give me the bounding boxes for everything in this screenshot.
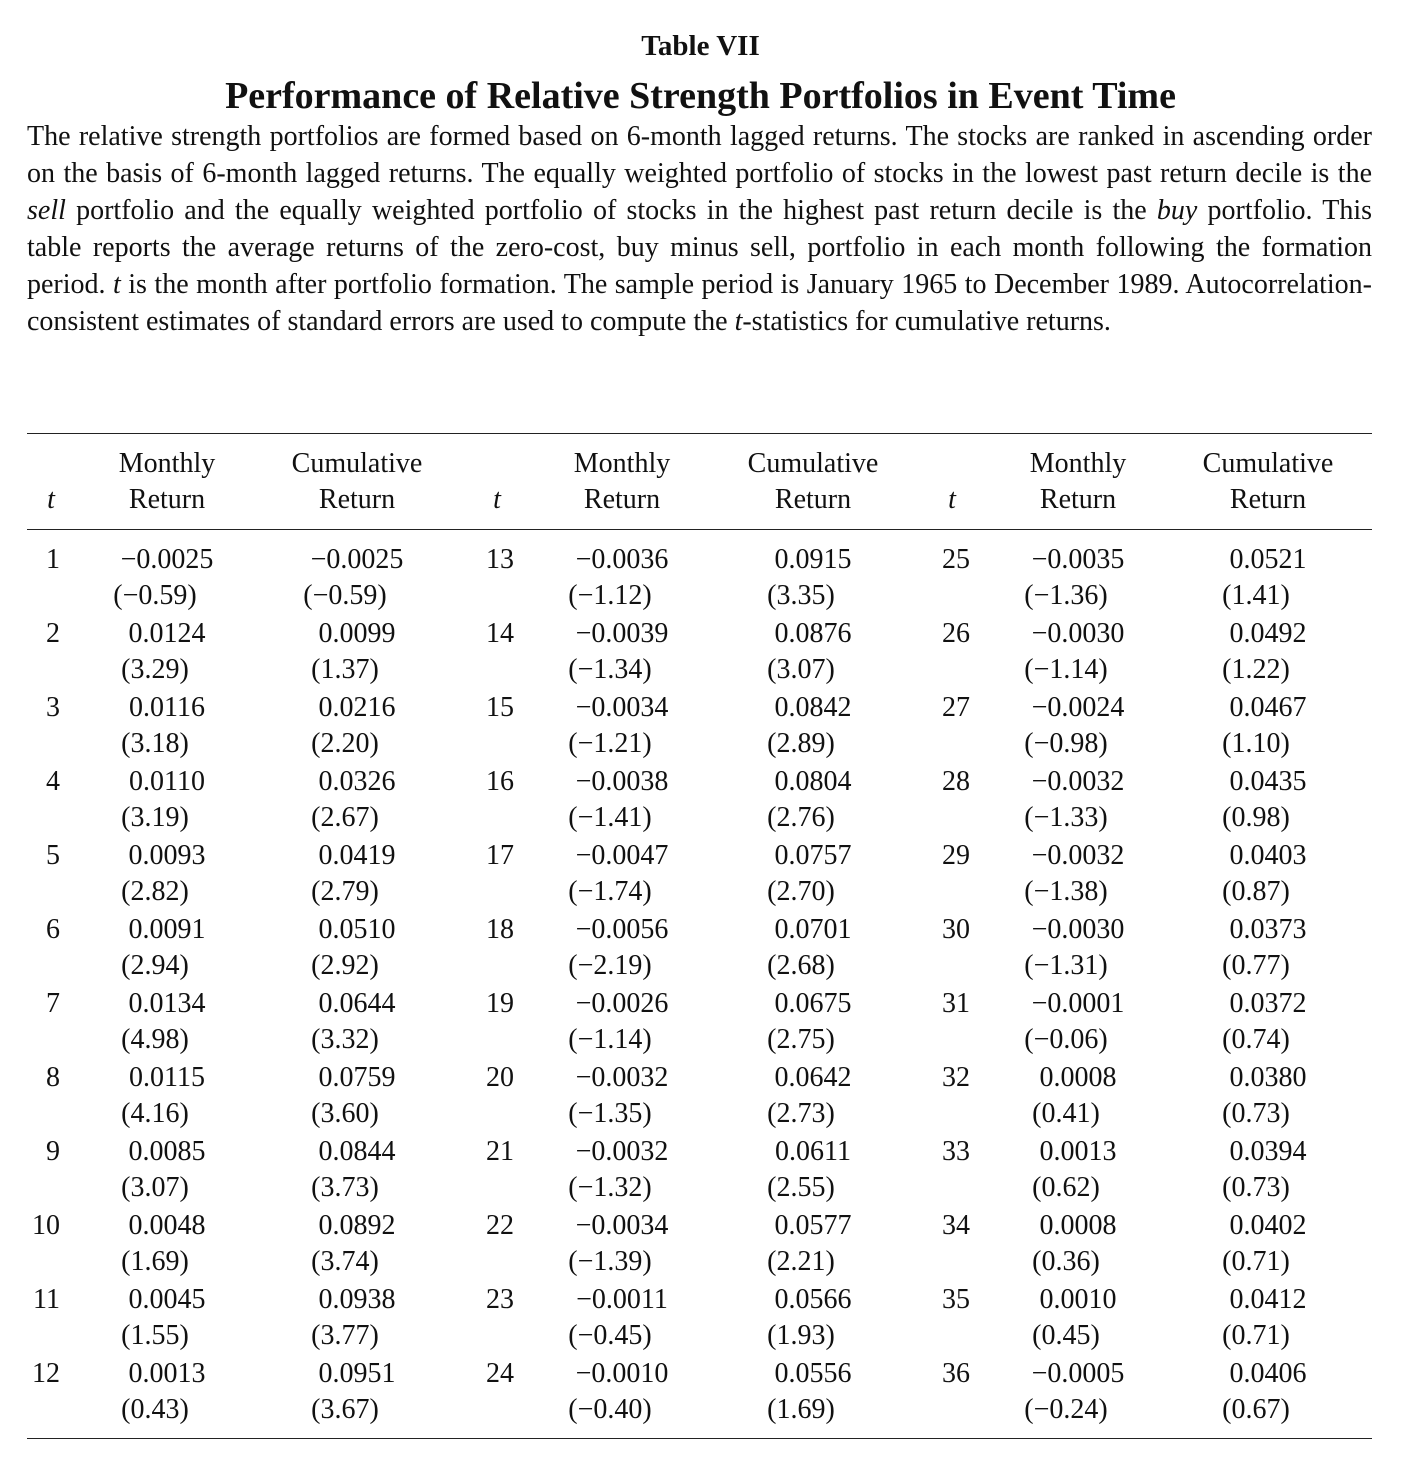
cumulative-return-tstat: (0.73) <box>1222 1098 1290 1129</box>
monthly-return-value: 0.0093 <box>128 840 206 871</box>
caption-sell: sell <box>27 195 66 226</box>
row-t: 12 <box>32 1358 60 1389</box>
header-monthly-return: Monthly <box>118 448 216 479</box>
monthly-return-tstat: (−1.39) <box>568 1246 652 1277</box>
cumulative-return-tstat: (0.71) <box>1222 1246 1290 1277</box>
row-t: 17 <box>486 840 514 871</box>
monthly-return-value: −0.0024 <box>1031 692 1125 723</box>
caption-text: portfolio. This table reports the average returns of the zero-cost, buy minus sell, portfolio in each month following the formation period. <box>27 195 1372 300</box>
cumulative-return-tstat: (1.22) <box>1222 654 1290 685</box>
cumulative-return-value: 0.0938 <box>318 1284 396 1315</box>
monthly-return-tstat: (0.62) <box>1032 1172 1100 1203</box>
monthly-return-tstat: (−1.14) <box>1024 654 1108 685</box>
cumulative-return-value: 0.0510 <box>318 914 396 945</box>
row-t: 23 <box>486 1284 514 1315</box>
cumulative-return-tstat: (2.20) <box>311 728 379 759</box>
header-monthly-return: Return <box>1039 484 1117 515</box>
cumulative-return-value: 0.0556 <box>774 1358 852 1389</box>
table-caption <box>27 118 1372 340</box>
header-cumulative-return: Cumulative <box>747 448 879 479</box>
monthly-return-tstat: (−1.38) <box>1024 876 1108 907</box>
caption-t: t <box>113 269 121 300</box>
cumulative-return-tstat: (0.77) <box>1222 950 1290 981</box>
cumulative-return-tstat: (2.68) <box>767 950 835 981</box>
cumulative-return-value: 0.0842 <box>774 692 852 723</box>
monthly-return-tstat: (−0.98) <box>1024 728 1108 759</box>
row-t: 5 <box>46 840 60 871</box>
monthly-return-value: 0.0124 <box>128 618 206 649</box>
cumulative-return-tstat: (3.35) <box>767 580 835 611</box>
row-t: 2 <box>46 618 60 649</box>
monthly-return-value: −0.0032 <box>1031 766 1125 797</box>
row-t: 22 <box>486 1210 514 1241</box>
cumulative-return-tstat: (2.89) <box>767 728 835 759</box>
table-title: Performance of Relative Strength Portfolios in Event Time <box>225 75 1176 117</box>
monthly-return-value: −0.0034 <box>575 1210 669 1241</box>
row-t: 16 <box>486 766 514 797</box>
cumulative-return-tstat: (2.76) <box>767 802 835 833</box>
cumulative-return-value: 0.0644 <box>318 988 396 1019</box>
monthly-return-value: −0.0035 <box>1031 544 1125 575</box>
row-t: 1 <box>46 544 60 575</box>
row-t: 34 <box>942 1210 970 1241</box>
cumulative-return-value: 0.0419 <box>318 840 396 871</box>
monthly-return-value: −0.0030 <box>1031 914 1125 945</box>
monthly-return-value: 0.0116 <box>129 692 205 723</box>
monthly-return-value: 0.0008 <box>1039 1210 1117 1241</box>
cumulative-return-value: 0.0403 <box>1229 840 1307 871</box>
monthly-return-value: 0.0115 <box>129 1062 205 1093</box>
row-t: 6 <box>46 914 60 945</box>
row-t: 21 <box>486 1136 514 1167</box>
cumulative-return-tstat: (1.41) <box>1222 580 1290 611</box>
row-t: 18 <box>486 914 514 945</box>
cumulative-return-value: 0.0467 <box>1229 692 1307 723</box>
cumulative-return-tstat: (3.74) <box>311 1246 379 1277</box>
row-t: 25 <box>942 544 970 575</box>
row-t: 8 <box>46 1062 60 1093</box>
monthly-return-tstat: (−1.21) <box>568 728 652 759</box>
monthly-return-tstat: (−1.31) <box>1024 950 1108 981</box>
cumulative-return-value: 0.0492 <box>1229 618 1307 649</box>
monthly-return-tstat: (−0.59) <box>113 580 197 611</box>
monthly-return-tstat: (−1.35) <box>568 1098 652 1129</box>
cumulative-return-value: 0.0804 <box>774 766 852 797</box>
monthly-return-value: 0.0013 <box>128 1358 206 1389</box>
monthly-return-value: −0.0039 <box>575 618 669 649</box>
header-t: t <box>47 484 55 515</box>
row-t: 14 <box>486 618 514 649</box>
caption-text: portfolio and the equally weighted portfolio of stocks in the highest past return decile is the <box>65 195 1157 226</box>
monthly-return-value: −0.0010 <box>575 1358 669 1389</box>
caption-t: t <box>734 306 743 337</box>
table-top-rule <box>27 433 1372 434</box>
cumulative-return-value: 0.0876 <box>774 618 852 649</box>
cumulative-return-tstat: (1.10) <box>1222 728 1290 759</box>
caption-text: The relative strength portfolios are formed based on 6-month lagged returns. The stocks are ranked in ascending order on the basis of 6-month lagged returns. The equally weighted portfolio of stocks in the lowest past return decile is the <box>27 121 1372 189</box>
monthly-return-tstat: (3.29) <box>121 654 189 685</box>
cumulative-return-value: 0.0326 <box>318 766 396 797</box>
monthly-return-value: −0.0032 <box>575 1062 669 1093</box>
cumulative-return-tstat: (1.93) <box>767 1320 835 1351</box>
monthly-return-value: −0.0038 <box>575 766 669 797</box>
monthly-return-value: −0.0032 <box>575 1136 669 1167</box>
row-t: 9 <box>46 1136 60 1167</box>
monthly-return-value: −0.0001 <box>1031 988 1125 1019</box>
row-t: 27 <box>942 692 970 723</box>
cumulative-return-tstat: (0.74) <box>1222 1024 1290 1055</box>
monthly-return-tstat: (−1.33) <box>1024 802 1108 833</box>
header-monthly-return: Monthly <box>573 448 671 479</box>
header-t: t <box>948 484 956 515</box>
header-cumulative-return: Cumulative <box>291 448 423 479</box>
header-monthly-return: Return <box>583 484 661 515</box>
row-t: 10 <box>32 1210 60 1241</box>
monthly-return-tstat: (0.36) <box>1032 1246 1100 1277</box>
row-t: 35 <box>942 1284 970 1315</box>
cumulative-return-tstat: (−0.59) <box>303 580 387 611</box>
cumulative-return-tstat: (0.73) <box>1222 1172 1290 1203</box>
monthly-return-tstat: (3.18) <box>121 728 189 759</box>
cumulative-return-value: 0.0844 <box>318 1136 396 1167</box>
cumulative-return-tstat: (2.55) <box>767 1172 835 1203</box>
monthly-return-tstat: (−1.74) <box>568 876 652 907</box>
header-cumulative-return: Return <box>1229 484 1307 515</box>
monthly-return-value: −0.0036 <box>575 544 669 575</box>
row-t: 24 <box>486 1358 514 1389</box>
monthly-return-tstat: (−1.36) <box>1024 580 1108 611</box>
cumulative-return-tstat: (0.67) <box>1222 1394 1290 1425</box>
cumulative-return-value: 0.0372 <box>1229 988 1307 1019</box>
cumulative-return-tstat: (2.21) <box>767 1246 835 1277</box>
monthly-return-value: −0.0011 <box>576 1284 668 1315</box>
row-t: 31 <box>942 988 970 1019</box>
table-label: Table VII <box>641 30 760 62</box>
cumulative-return-value: 0.0435 <box>1229 766 1307 797</box>
row-t: 11 <box>33 1284 60 1315</box>
monthly-return-tstat: (4.98) <box>121 1024 189 1055</box>
monthly-return-tstat: (2.82) <box>121 876 189 907</box>
row-t: 7 <box>46 988 60 1019</box>
header-cumulative-return: Return <box>774 484 852 515</box>
row-t: 30 <box>942 914 970 945</box>
caption-text: is the month after portfolio formation. The sample period is January 1965 to December 1989. Autocorrelation-consistent estimates of standard errors are used to compute the <box>27 269 1373 337</box>
row-t: 33 <box>942 1136 970 1167</box>
monthly-return-tstat: (−0.06) <box>1024 1024 1108 1055</box>
row-t: 28 <box>942 766 970 797</box>
cumulative-return-value: 0.0099 <box>318 618 396 649</box>
monthly-return-tstat: (3.19) <box>121 802 189 833</box>
cumulative-return-tstat: (0.71) <box>1222 1320 1290 1351</box>
cumulative-return-tstat: (1.37) <box>311 654 379 685</box>
monthly-return-tstat: (1.55) <box>121 1320 189 1351</box>
monthly-return-value: −0.0034 <box>575 692 669 723</box>
cumulative-return-tstat: (2.92) <box>311 950 379 981</box>
monthly-return-value: 0.0008 <box>1039 1062 1117 1093</box>
cumulative-return-value: 0.0216 <box>318 692 396 723</box>
cumulative-return-tstat: (0.87) <box>1222 876 1290 907</box>
cumulative-return-value: 0.0394 <box>1229 1136 1307 1167</box>
monthly-return-value: −0.0056 <box>575 914 669 945</box>
monthly-return-value: 0.0134 <box>128 988 206 1019</box>
cumulative-return-value: 0.0675 <box>774 988 852 1019</box>
header-monthly-return: Return <box>128 484 206 515</box>
row-t: 20 <box>486 1062 514 1093</box>
monthly-return-tstat: (−1.34) <box>568 654 652 685</box>
cumulative-return-tstat: (2.73) <box>767 1098 835 1129</box>
cumulative-return-value: 0.0701 <box>774 914 852 945</box>
monthly-return-tstat: (−0.45) <box>568 1320 652 1351</box>
cumulative-return-tstat: (3.07) <box>767 654 835 685</box>
monthly-return-value: −0.0030 <box>1031 618 1125 649</box>
monthly-return-tstat: (−1.14) <box>568 1024 652 1055</box>
cumulative-return-value: 0.0642 <box>774 1062 852 1093</box>
cumulative-return-value: 0.0915 <box>774 544 852 575</box>
cumulative-return-value: −0.0025 <box>310 544 404 575</box>
cumulative-return-value: 0.0757 <box>774 840 852 871</box>
row-t: 4 <box>46 766 60 797</box>
table-header-rule <box>27 529 1372 530</box>
monthly-return-tstat: (1.69) <box>121 1246 189 1277</box>
cumulative-return-value: 0.0521 <box>1229 544 1307 575</box>
cumulative-return-tstat: (2.67) <box>311 802 379 833</box>
cumulative-return-value: 0.0380 <box>1229 1062 1307 1093</box>
cumulative-return-tstat: (2.79) <box>311 876 379 907</box>
cumulative-return-tstat: (2.75) <box>767 1024 835 1055</box>
header-cumulative-return: Return <box>318 484 396 515</box>
cumulative-return-value: 0.0402 <box>1229 1210 1307 1241</box>
monthly-return-tstat: (3.07) <box>121 1172 189 1203</box>
monthly-return-tstat: (−0.24) <box>1024 1394 1108 1425</box>
header-t: t <box>493 484 501 515</box>
monthly-return-tstat: (−1.12) <box>568 580 652 611</box>
row-t: 29 <box>942 840 970 871</box>
monthly-return-value: 0.0013 <box>1039 1136 1117 1167</box>
row-t: 32 <box>942 1062 970 1093</box>
monthly-return-value: 0.0010 <box>1039 1284 1117 1315</box>
cumulative-return-value: 0.0566 <box>774 1284 852 1315</box>
cumulative-return-tstat: (3.67) <box>311 1394 379 1425</box>
cumulative-return-tstat: (3.60) <box>311 1098 379 1129</box>
caption-text: -statistics for cumulative returns. <box>742 306 1111 337</box>
monthly-return-value: 0.0091 <box>128 914 206 945</box>
monthly-return-value: −0.0026 <box>575 988 669 1019</box>
monthly-return-tstat: (−2.19) <box>568 950 652 981</box>
row-t: 26 <box>942 618 970 649</box>
monthly-return-value: −0.0047 <box>575 840 669 871</box>
header-cumulative-return: Cumulative <box>1202 448 1334 479</box>
monthly-return-tstat: (0.43) <box>121 1394 189 1425</box>
row-t: 15 <box>486 692 514 723</box>
cumulative-return-value: 0.0892 <box>318 1210 396 1241</box>
monthly-return-tstat: (2.94) <box>121 950 189 981</box>
cumulative-return-tstat: (3.32) <box>311 1024 379 1055</box>
monthly-return-tstat: (−1.41) <box>568 802 652 833</box>
cumulative-return-value: 0.0373 <box>1229 914 1307 945</box>
monthly-return-value: −0.0025 <box>120 544 214 575</box>
monthly-return-tstat: (4.16) <box>121 1098 189 1129</box>
row-t: 36 <box>942 1358 970 1389</box>
monthly-return-tstat: (−1.32) <box>568 1172 652 1203</box>
cumulative-return-value: 0.0611 <box>775 1136 851 1167</box>
cumulative-return-value: 0.0412 <box>1229 1284 1307 1315</box>
caption-buy: buy <box>1156 195 1198 226</box>
monthly-return-tstat: (0.45) <box>1032 1320 1100 1351</box>
cumulative-return-tstat: (1.69) <box>767 1394 835 1425</box>
monthly-return-tstat: (0.41) <box>1032 1098 1100 1129</box>
monthly-return-value: −0.0005 <box>1031 1358 1125 1389</box>
monthly-return-tstat: (−0.40) <box>568 1394 652 1425</box>
cumulative-return-tstat: (2.70) <box>767 876 835 907</box>
table-bottom-rule <box>27 1438 1372 1439</box>
cumulative-return-tstat: (3.77) <box>311 1320 379 1351</box>
cumulative-return-value: 0.0577 <box>774 1210 852 1241</box>
header-monthly-return: Monthly <box>1029 448 1127 479</box>
monthly-return-value: 0.0085 <box>128 1136 206 1167</box>
cumulative-return-tstat: (0.98) <box>1222 802 1290 833</box>
monthly-return-value: 0.0045 <box>128 1284 206 1315</box>
cumulative-return-value: 0.0406 <box>1229 1358 1307 1389</box>
row-t: 13 <box>486 544 514 575</box>
monthly-return-value: −0.0032 <box>1031 840 1125 871</box>
monthly-return-value: 0.0110 <box>129 766 205 797</box>
cumulative-return-tstat: (3.73) <box>311 1172 379 1203</box>
monthly-return-value: 0.0048 <box>128 1210 206 1241</box>
cumulative-return-value: 0.0759 <box>318 1062 396 1093</box>
cumulative-return-value: 0.0951 <box>318 1358 396 1389</box>
row-t: 3 <box>46 692 60 723</box>
row-t: 19 <box>486 988 514 1019</box>
